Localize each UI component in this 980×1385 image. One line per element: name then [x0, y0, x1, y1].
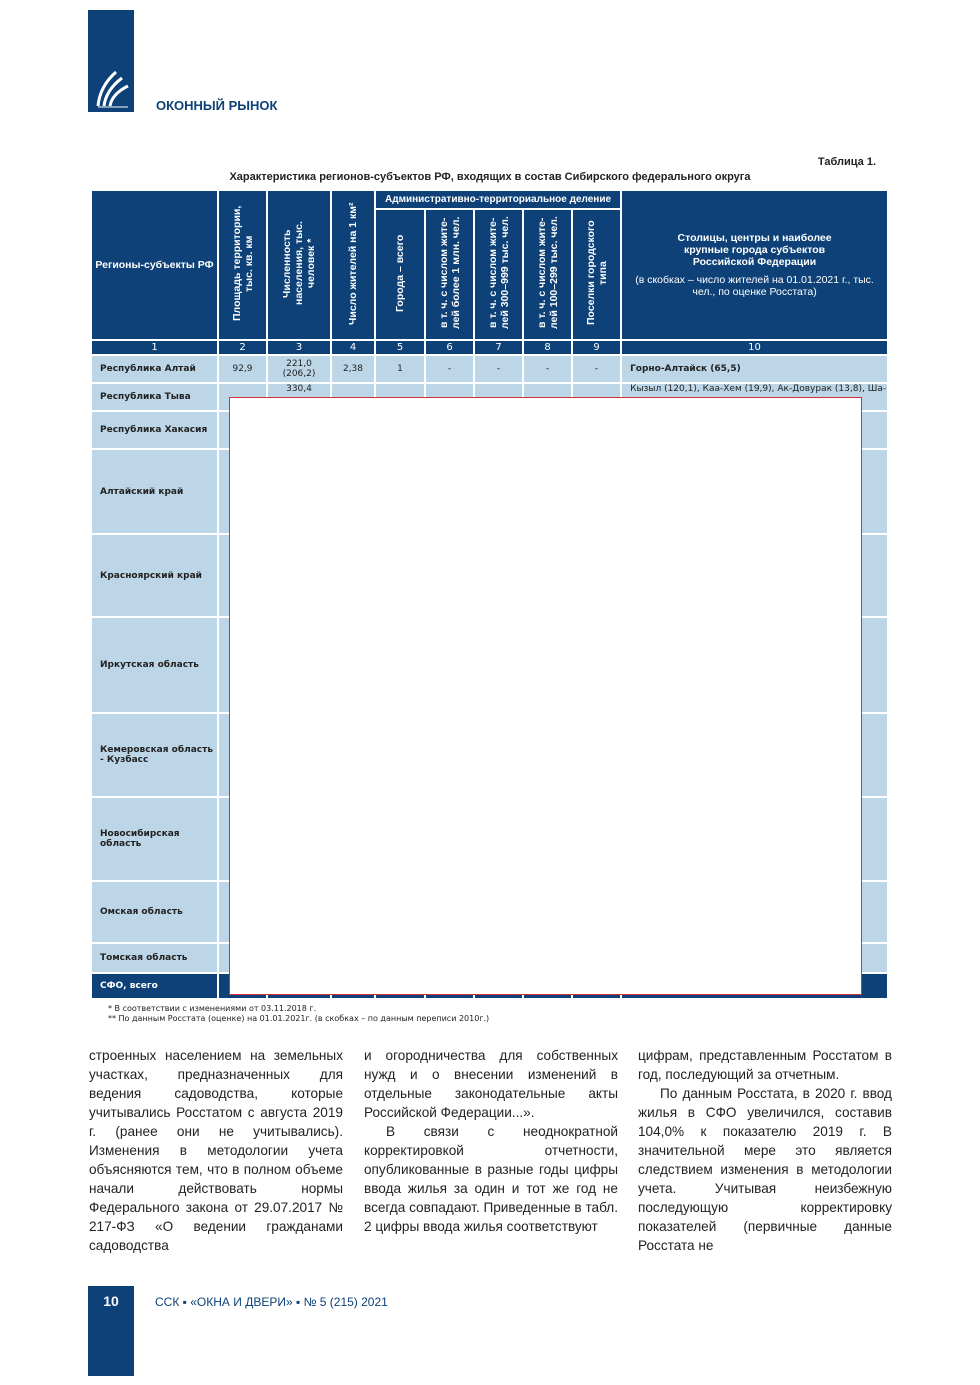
header-c1m: в т. ч. с числом жите-лей более 1 млн. чел. — [425, 209, 474, 340]
paragraph: цифрам, представленным Росстатом в год, последующий за отчетным. — [638, 1048, 892, 1082]
footnote: ** По данным Росстата (оценке) на 01.01.2021г. (в скобках – по данным переписи 2010г.) — [108, 1014, 490, 1023]
col-number: 6 — [425, 340, 474, 355]
region-name: Республика Алтай — [91, 355, 218, 383]
region-name: Республика Тыва — [91, 383, 218, 411]
cell-cities: 1 — [375, 355, 425, 383]
cell-c300: - — [474, 355, 523, 383]
paragraph: и огородничества для собственных нужд и о внесении изменений в отдельные законодательные акты Российской Федерации...». — [364, 1048, 618, 1120]
page-number: 10 — [103, 1293, 119, 1309]
header-cities: Города – всего — [375, 209, 425, 340]
col-number: 1 — [91, 340, 218, 355]
table-caption: Характеристика регионов-субъектов РФ, входящих в состав Сибирского федерального округа — [229, 171, 751, 183]
region-name: СФО, всего — [91, 973, 218, 999]
region-name: Красноярский край — [91, 534, 218, 617]
header-density: Число жителей на 1 км² — [331, 190, 375, 340]
region-name: Иркутская область — [91, 617, 218, 713]
cell-c1m: - — [425, 355, 474, 383]
region-name: Омская область — [91, 881, 218, 943]
region-name: Кемеровская область - Кузбасс — [91, 713, 218, 797]
region-name: Республика Хакасия — [91, 411, 218, 449]
col-number: 2 — [218, 340, 267, 355]
col-number: 8 — [523, 340, 572, 355]
journal-info: ССК ▪ «ОКНА И ДВЕРИ» ▪ № 5 (215) 2021 — [155, 1295, 388, 1309]
section-title: ОКОННЫЙ РЫНОК — [156, 98, 278, 113]
cell-capitals: Кызыл (120,1), Каа-Хем (19,9), Ак-Довурак (13,8), Ша- — [621, 383, 888, 411]
cell-towns: - — [572, 355, 621, 383]
header-towns: Поселки городского типа — [572, 209, 621, 340]
col-number: 9 — [572, 340, 621, 355]
table-number: Таблица 1. — [817, 156, 876, 168]
col-number: 3 — [267, 340, 331, 355]
cell-capitals: Горно-Алтайск (65,5) — [621, 355, 888, 383]
cell-area: 92,9 — [218, 355, 267, 383]
header-region: Регионы-субъекты РФ — [91, 190, 218, 340]
header-area: Площадь территории, тыс. кв. км — [218, 190, 267, 340]
text-column-2 — [364, 1046, 618, 1236]
cell-population: 330,4 — [267, 383, 331, 411]
header-capitals: Столицы, центры и наиболее крупные города субъектов Российской Федерации (в скобках – число жителей на 01.01.2021 г., тыс. чел., по оценке Росстата) — [621, 190, 888, 340]
paragraph: В связи с неоднократной корректировкой отчетности, опубликованные в разные годы цифры ввода жилья за один и тот же год не всегда совпадают. Приведенные в табл. 2 цифры ввода жилья соответствуют — [364, 1124, 618, 1234]
paragraph: По данным Росстата, в 2020 г. ввод жилья в СФО увеличился, составив 104,0% к показателю 2019 г. В значительной мере это является следствием изменения в методологии учета. Учитывая неизбежную последующую корректировку показателей (первичные данные Росстата не — [638, 1086, 892, 1253]
blank-overlay — [229, 397, 862, 995]
cell-c100: - — [523, 355, 572, 383]
cell-population: 221,0 (206,2) — [267, 355, 331, 383]
header-c300: в т. ч. с числом жите-лей 300–999 тыс. чел. — [474, 209, 523, 340]
footnotes — [108, 1004, 489, 1024]
table-row — [91, 355, 888, 383]
col-number: 5 — [375, 340, 425, 355]
logo-icon — [94, 66, 130, 108]
text-column-1 — [89, 1046, 343, 1255]
col-number: 7 — [474, 340, 523, 355]
col-number: 4 — [331, 340, 375, 355]
header-population: Численность населения, тыс. человек * — [267, 190, 331, 340]
region-name: Алтайский край — [91, 449, 218, 534]
header-c100: в т. ч. с числом жите-лей 100–299 тыс. чел. — [523, 209, 572, 340]
footnote: * В соответствии с изменениями от 03.11.2018 г. — [108, 1004, 317, 1013]
paragraph: строенных населением на земельных участках, предназначенных для ведения садоводства, которые учитывались Росстатом с августа 2019 г. (ранее они не учитывались). Изменения в методологии учета объясняются тем, что в полном объеме начали действовать нормы Федерального закона от 29.07.2017 № 217-ФЗ «О ведении гражданами садоводства — [89, 1048, 343, 1253]
cell-density: 2,38 — [331, 355, 375, 383]
col-number: 10 — [621, 340, 888, 355]
region-name: Новосибирская область — [91, 797, 218, 881]
header-admin: Административно-территориальное деление — [375, 190, 621, 209]
text-column-3 — [638, 1046, 892, 1255]
region-name: Томская область — [91, 943, 218, 973]
